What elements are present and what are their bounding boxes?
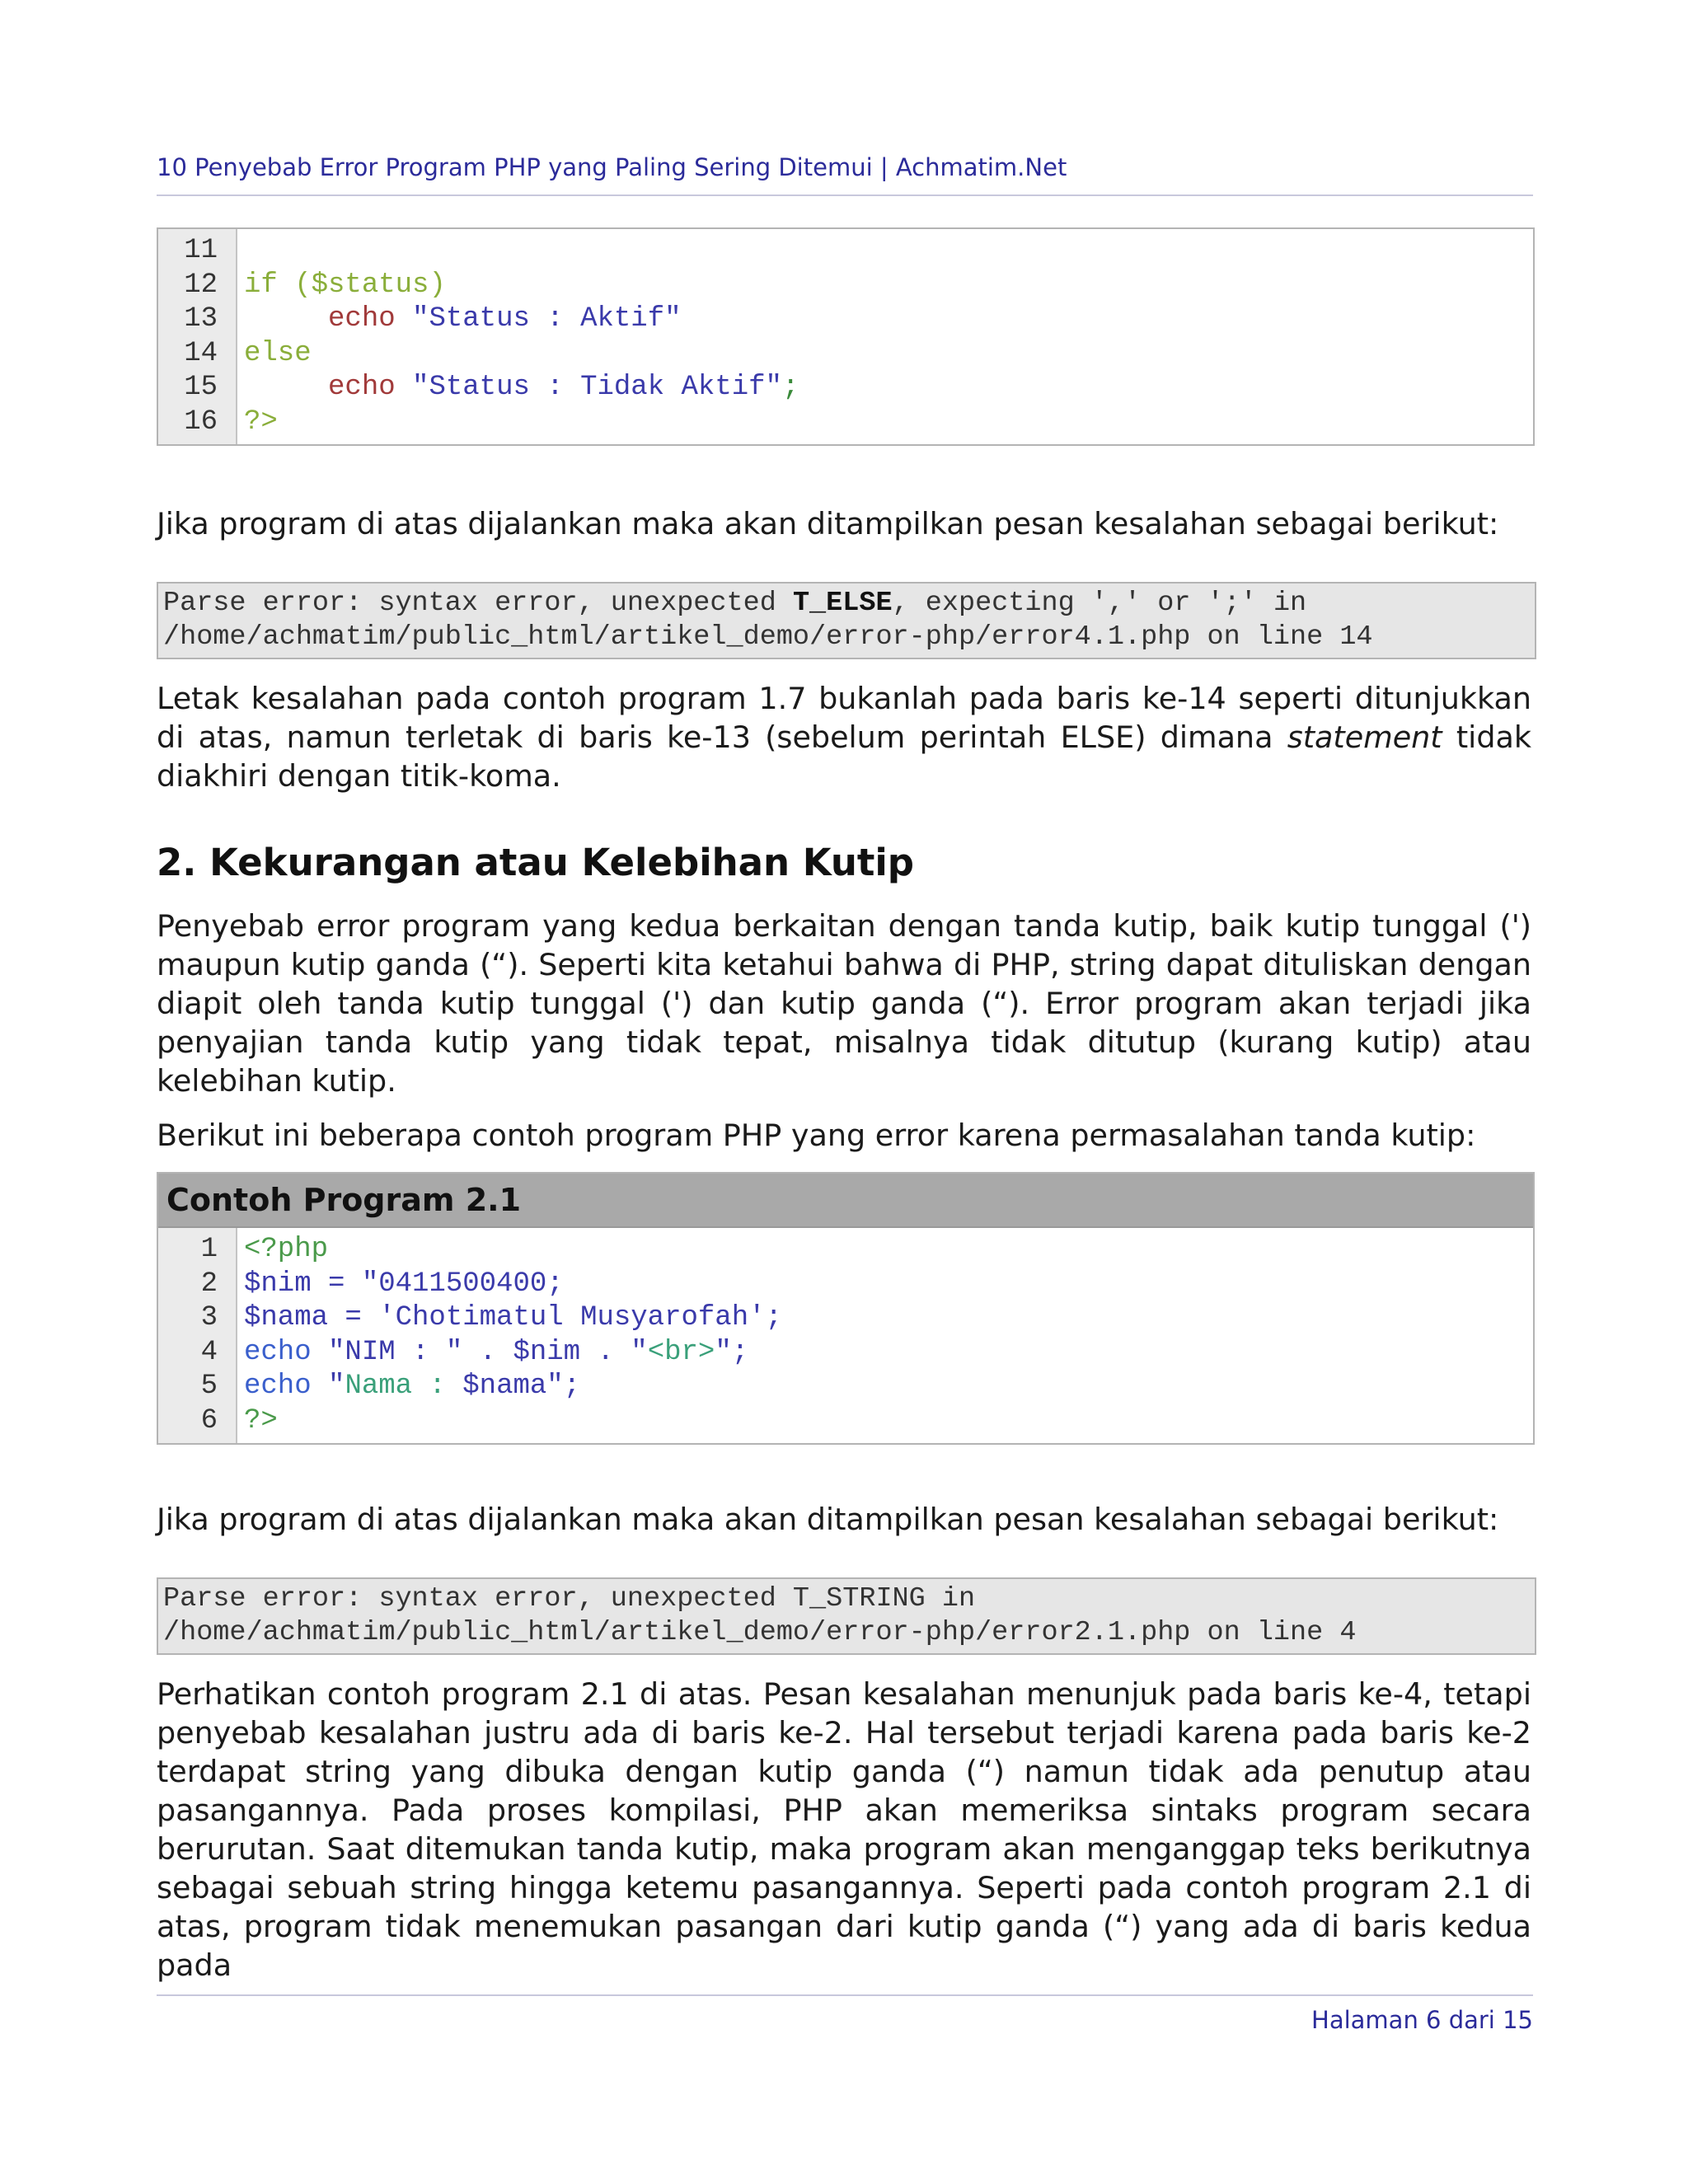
code-string: Nama :	[345, 1371, 463, 1402]
error-line: /home/achmatim/public_html/artikel_demo/error-php/error2.1.php on line 4	[163, 1617, 1357, 1648]
error-line	[163, 587, 1530, 621]
line-number: 5	[200, 1371, 218, 1402]
document-title: 10 Penyebab Error Program PHP yang Paling Sering Ditemui | Achmatim.Net	[157, 153, 1067, 181]
line-number: 11	[184, 235, 218, 266]
paragraph: Jika program di atas dijalankan maka akan ditampilkan pesan kesalahan sebagai berikut:	[157, 506, 1499, 541]
code-semicolon: ;	[781, 372, 799, 403]
page-number: Halaman 6 dari 15	[1311, 2006, 1533, 2034]
line-numbers	[158, 229, 237, 444]
paragraph	[157, 679, 1531, 795]
error-token: T_ELSE	[792, 588, 893, 619]
error-message-1	[157, 582, 1536, 659]
code-text: "NIM : " . $nim . "	[311, 1336, 648, 1368]
code-line	[244, 337, 1526, 372]
error-line: /home/achmatim/public_html/artikel_demo/error-php/error4.1.php on line 14	[163, 621, 1373, 653]
code-tag: <?php	[244, 1234, 329, 1265]
code-line	[244, 1404, 1526, 1439]
code-line	[244, 269, 1526, 303]
line-number: 16	[184, 405, 218, 438]
line-number: 14	[184, 337, 218, 369]
code-line	[244, 302, 1526, 337]
line-number: 12	[184, 269, 218, 301]
code-text: "	[311, 1371, 345, 1402]
error-text: Parse error: syntax error, unexpected	[163, 588, 793, 619]
code-indent	[244, 303, 328, 335]
code-keyword: if	[244, 269, 278, 301]
code-indent	[244, 372, 328, 403]
paragraph: Penyebab error program yang kedua berkaitan dengan tanda kutip, baik kutip tunggal (') maupun kutip ganda (“). Seperti kita ketahui bahwa di PHP, string dapat dituliskan dengan diapit oleh tanda kutip tunggal (') dan kutip ganda (“). Error program akan terjadi jika penyajian tanda kutip yang tidak tepat, misalnya tidak ditutup (kurang kutip) atau kelebihan kutip.	[157, 908, 1531, 1099]
code-lines	[237, 229, 1533, 444]
code-text: ($status)	[277, 269, 446, 301]
line-number: 3	[200, 1302, 218, 1333]
code-line	[244, 1233, 1526, 1268]
code-line	[244, 405, 1526, 440]
code-keyword: echo	[244, 1336, 312, 1368]
code-text: ";	[715, 1336, 749, 1368]
page-footer	[157, 1994, 1533, 2034]
line-number: 1	[200, 1234, 218, 1265]
code-text: $nama = 'Chotimatul Musyarofah';	[244, 1302, 782, 1333]
code-string: "Status : Aktif"	[395, 303, 682, 335]
code-lines	[237, 1228, 1533, 1443]
line-number: 2	[200, 1268, 218, 1300]
code-line	[244, 234, 1526, 269]
line-number: 15	[184, 372, 218, 403]
code-text: $nim = "0411500400;	[244, 1268, 564, 1300]
error-text: , expecting ',' or ';' in	[892, 588, 1307, 619]
paragraph-text: tidak diakhiri dengan titik-koma.	[157, 719, 1531, 794]
paragraph: Jika program di atas dijalankan maka akan ditampilkan pesan kesalahan sebagai berikut:	[157, 1502, 1499, 1537]
code-string: "Status : Tidak Aktif"	[395, 372, 782, 403]
code-keyword: echo	[328, 372, 396, 403]
code-line	[244, 1301, 1526, 1336]
code-text: $nama";	[462, 1371, 581, 1402]
code-tag: ?>	[244, 405, 278, 438]
code-line	[244, 1370, 1526, 1404]
line-number: 13	[184, 303, 218, 335]
code-block-title: Contoh Program 2.1	[158, 1174, 1533, 1228]
code-tag: ?>	[244, 1404, 278, 1436]
paragraph: Perhatikan contoh program 2.1 di atas. Pesan kesalahan menunjuk pada baris ke-4, tetapi penyebab kesalahan justru ada di baris ke-2. Hal tersebut terjadi karena pada baris ke-2 terdapat string yang dibuka dengan kutip ganda (“) namun tidak ada penutup atau pasangannya. Pada proses kompilasi, PHP akan memeriksa sintaks program secara berurutan. Saat ditemukan tanda kutip, maka program akan menganggap teks berikutnya sebagai sebuah string hingga ketemu pasangannya. Seperti pada contoh program 2.1 di atas, program tidak menemukan pasangan dari kutip ganda (“) yang ada di baris kedua pada	[157, 1676, 1531, 1983]
page-header	[157, 153, 1533, 196]
line-number: 4	[200, 1336, 218, 1368]
code-line	[244, 1268, 1526, 1302]
code-line	[244, 371, 1526, 405]
paragraph: Berikut ini beberapa contoh program PHP yang error karena permasalahan tanda kutip:	[157, 1118, 1476, 1153]
line-numbers	[158, 1228, 237, 1443]
code-keyword: echo	[328, 303, 396, 335]
code-block-2	[157, 1172, 1535, 1445]
paragraph-text: Letak kesalahan pada contoh program 1.7 bukanlah pada baris ke-14 seperti ditunjukkan di atas, namun terletak di baris ke-13 (sebelum perintah ELSE) dimana	[157, 681, 1531, 755]
code-block-1	[157, 227, 1535, 446]
error-message-2	[157, 1577, 1536, 1655]
section-heading: 2. Kekurangan atau Kelebihan Kutip	[157, 841, 915, 884]
error-line: Parse error: syntax error, unexpected T_STRING in	[163, 1583, 976, 1615]
code-keyword: echo	[244, 1371, 312, 1402]
line-number: 6	[200, 1404, 218, 1436]
code-keyword: else	[244, 337, 312, 369]
code-html-tag: <br>	[647, 1336, 715, 1368]
code-line	[244, 1336, 1526, 1371]
emphasis-text: statement	[1287, 719, 1442, 755]
